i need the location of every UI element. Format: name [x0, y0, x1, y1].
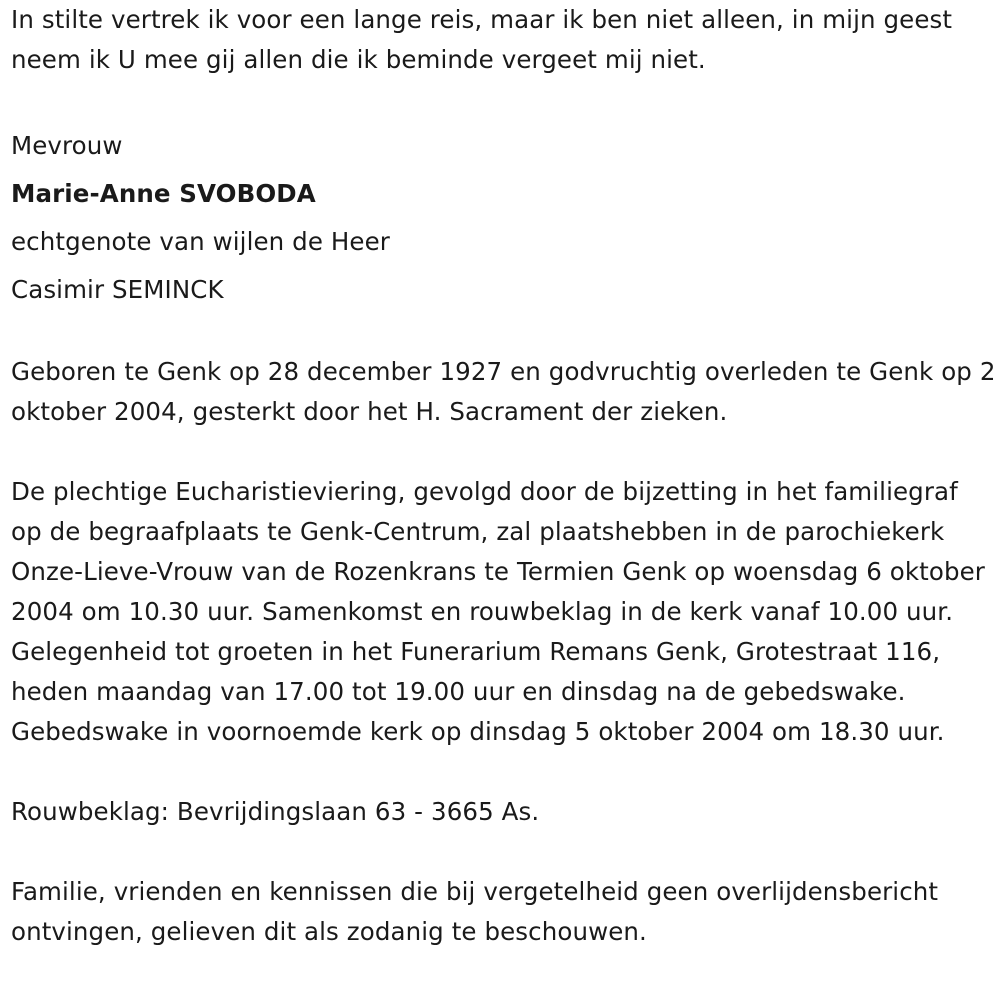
obituary-notice: [11, 0, 996, 952]
spacer: [11, 314, 996, 352]
birth-death-paragraph: Geboren te Genk op 28 december 1927 en godvruchtig overleden te Genk op 2 oktober 2004, gesterkt door het H. Sacrament der zieken.: [11, 357, 996, 426]
ceremony-paragraph: De plechtige Eucharistieviering, gevolgd door de bijzetting in het familiegraf op de begraafplaats te Genk-Centrum, zal plaatshebben in de parochiekerk Onze-Lieve-Vrouw van de Rozenkrans te Termien Genk op woensdag 6 oktober 2004 om 10.30 uur. Samenkomst en rouwbeklag in de kerk vanaf 10.00 uur. Gelegenheid tot groeten in het Funerarium Remans Genk, Grotestraat 116, heden maandag van 17.00 tot 19.00 uur en dinsdag na de gebedswake. Gebedswake in voornoemde kerk op dinsdag 5 oktober 2004 om 18.30 uur.: [11, 477, 985, 746]
deceased-block: [11, 122, 996, 314]
closing-paragraph: Familie, vrienden en kennissen die bij vergetelheid geen overlijdensbericht ontvingen, gelieven dit als zodanig te beschouwen.: [11, 877, 939, 946]
spouse-name: Casimir SEMINCK: [11, 275, 224, 304]
opening-quote: In stilte vertrek ik voor een lange reis, maar ik ben niet alleen, in mijn geest neem ik U mee gij allen die ik beminde vergeet mij niet.: [11, 5, 953, 74]
relation-text: echtgenote van wijlen de Heer: [11, 227, 390, 256]
deceased-name: Marie-Anne SVOBODA: [11, 179, 316, 208]
honorific: Mevrouw: [11, 131, 123, 160]
condolence-address: Rouwbeklag: Bevrijdingslaan 63 - 3665 As.: [11, 797, 540, 826]
spacer: [11, 752, 996, 792]
spacer: [11, 80, 996, 120]
spacer: [11, 832, 996, 872]
spacer: [11, 432, 996, 472]
